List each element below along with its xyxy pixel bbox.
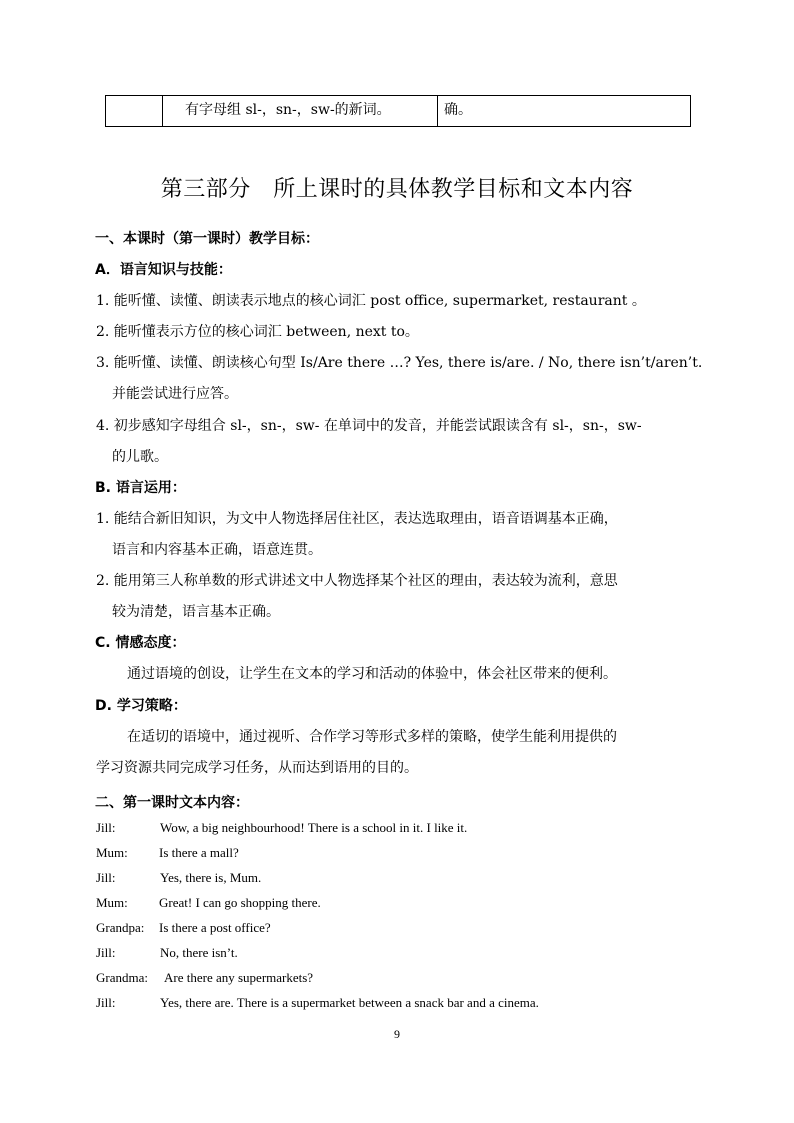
speaker: Jill: — [96, 820, 116, 835]
objective-c-text: 通过语境的创设，让学生在文本的学习和活动的体验中，体会社区带来的便利。 — [127, 666, 617, 682]
utterance: Are there any supermarkets? — [164, 970, 314, 985]
heading-b: B. 语言运用： — [95, 480, 186, 496]
utterance: Is there a mall? — [159, 845, 239, 860]
text-content-heading: 二、第一课时文本内容： — [95, 795, 249, 811]
objective-a3-line1: 3. 能听懂、读懂、朗读核心句型 Is/Are there …? Yes, there is/are. / No, there isn’t/aren’t. — [96, 355, 703, 371]
dialogue-line — [96, 894, 321, 912]
heading-d: D. 学习策略： — [95, 698, 187, 714]
heading-a: A．语言知识与技能： — [95, 262, 232, 278]
utterance: Wow, a big neighbourhood! There is a school in it. I like it. — [160, 820, 468, 835]
objective-a3-line2: 并能尝试进行应答。 — [112, 386, 238, 402]
utterance: Yes, there is, Mum. — [160, 870, 262, 885]
objective-d-line1: 在适切的语境中，通过视听、合作学习等形式多样的策略，使学生能利用提供的 — [127, 729, 617, 745]
objective-a1: 1. 能听懂、读懂、朗读表示地点的核心词汇 post office, supermarket, restaurant 。 — [96, 293, 646, 309]
objectives-heading: 一、本课时（第一课时）教学目标： — [95, 231, 319, 247]
dialogue-line — [96, 919, 271, 937]
speaker: Grandpa: — [96, 920, 145, 935]
table-cell-3: 确。 — [444, 102, 472, 118]
dialogue-line — [96, 944, 238, 962]
utterance: Is there a post office? — [159, 920, 271, 935]
dialogue-line — [96, 969, 313, 987]
table-cell-1 — [106, 96, 163, 126]
objective-d-line2: 学习资源共同完成学习任务，从而达到语用的目的。 — [96, 760, 418, 776]
utterance: Great! I can go shopping there. — [159, 895, 321, 910]
table-cell-2: 有字母组 sl-，sn-，sw-的新词。 — [163, 96, 438, 126]
speaker: Jill: — [96, 870, 116, 885]
top-table-row — [105, 95, 691, 127]
speaker: Jill: — [96, 995, 116, 1010]
heading-c: C. 情感态度： — [95, 635, 186, 651]
objective-b2-line2: 较为清楚，语言基本正确。 — [112, 604, 280, 620]
speaker: Mum: — [96, 845, 128, 860]
objective-a4-line1: 4. 初步感知字母组合 sl-，sn-，sw- 在单词中的发音，并能尝试跟读含有 sl-，sn-，sw- — [96, 418, 642, 434]
dialogue-line — [96, 819, 467, 837]
utterance: No, there isn’t. — [160, 945, 238, 960]
speaker: Mum: — [96, 895, 128, 910]
section-title: 第三部分 所上课时的具体教学目标和文本内容 — [160, 177, 634, 202]
page-number: 9 — [394, 1027, 400, 1041]
speaker: Grandma: — [96, 970, 148, 985]
speaker: Jill: — [96, 945, 116, 960]
utterance: Yes, there are. There is a supermarket between a snack bar and a cinema. — [160, 995, 539, 1010]
dialogue-line — [96, 994, 539, 1012]
objective-a4-line2: 的儿歌。 — [112, 449, 168, 465]
objective-b2-line1: 2. 能用第三人称单数的形式讲述文中人物选择某个社区的理由，表达较为流利，意思 — [96, 573, 618, 589]
objective-b1-line1: 1. 能结合新旧知识，为文中人物选择居住社区，表达选取理由，语音语调基本正确， — [96, 511, 618, 527]
dialogue-line — [96, 844, 239, 862]
objective-b1-line2: 语言和内容基本正确，语意连贯。 — [112, 542, 322, 558]
objective-a2: 2. 能听懂表示方位的核心词汇 between, next to。 — [96, 324, 419, 340]
dialogue-line — [96, 869, 261, 887]
